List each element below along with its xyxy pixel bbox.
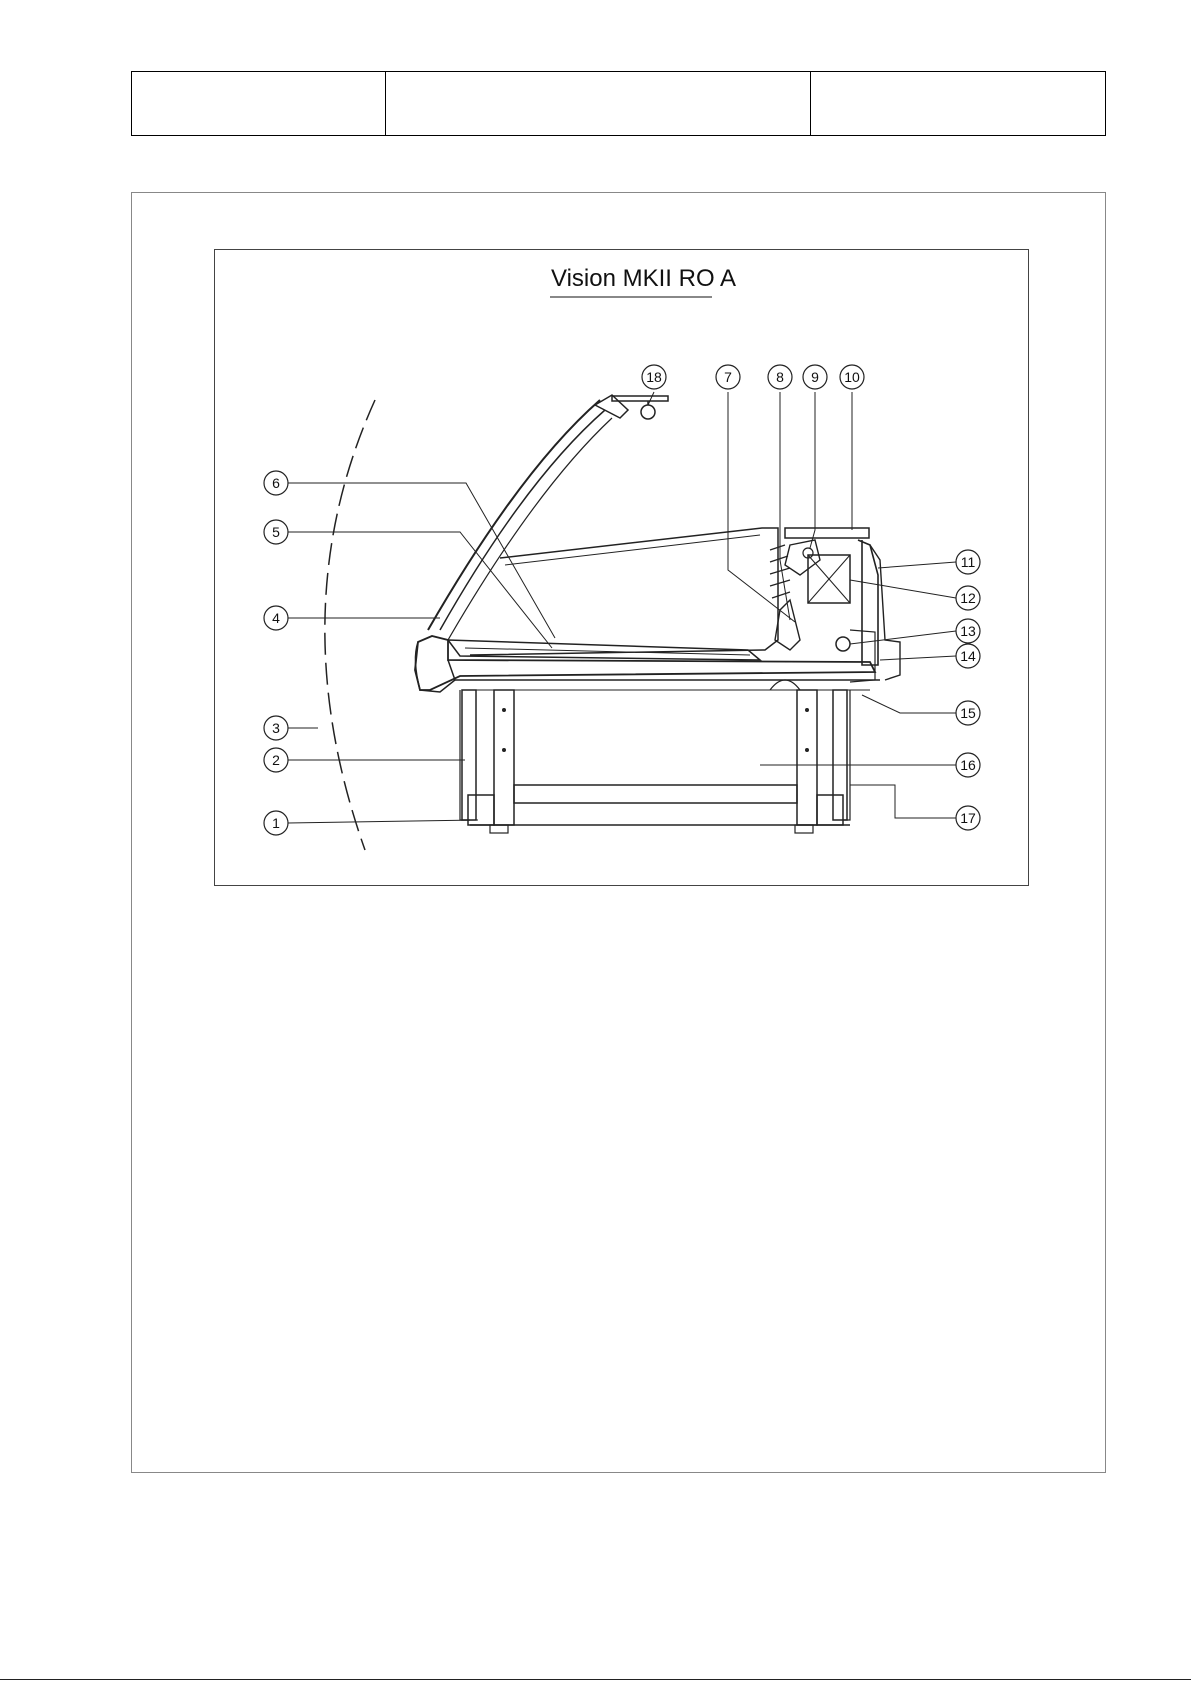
swing-radius-arc [325, 400, 375, 850]
fan-housing [785, 540, 820, 575]
callout-label-18: 18 [646, 369, 662, 385]
callout-label-15: 15 [960, 705, 976, 721]
callout-label-3: 3 [272, 720, 280, 736]
drain-bump [770, 680, 800, 690]
rear-leg-bolt-2 [805, 748, 809, 752]
rear-top-panel [470, 528, 778, 655]
page-footer-line [0, 1679, 1191, 1680]
top-bracket-roller [641, 405, 655, 419]
thermostat-knob [836, 637, 850, 651]
display-deck [448, 640, 760, 660]
callout-label-10: 10 [844, 369, 860, 385]
callout-label-16: 16 [960, 757, 976, 773]
front-foot [490, 825, 508, 833]
rear-leg-bolt-1 [805, 708, 809, 712]
callout-label-2: 2 [272, 752, 280, 768]
callout-label-8: 8 [776, 369, 784, 385]
front-nose [415, 642, 455, 692]
front-glass-mid [448, 418, 612, 640]
callout-label-11: 11 [960, 554, 976, 570]
base-tub [415, 636, 875, 690]
callout-label-7: 7 [724, 369, 732, 385]
callout-label-1: 1 [272, 815, 280, 831]
stand-crossbar [514, 785, 797, 803]
drawing-title: Vision MKII RO A [551, 265, 736, 292]
front-leg-bolt-1 [502, 708, 506, 712]
rear-top-cover [785, 528, 869, 538]
callout-label-17: 17 [960, 810, 976, 826]
callout-label-12: 12 [960, 590, 976, 606]
rear-top-panel-inner [505, 535, 760, 565]
front-leg-outer [462, 690, 476, 820]
callout-label-9: 9 [811, 369, 819, 385]
front-leg-bolt-2 [502, 748, 506, 752]
callout-label-4: 4 [272, 610, 280, 626]
front-glass-inner [440, 410, 605, 630]
top-bracket [612, 396, 668, 401]
callout-label-5: 5 [272, 524, 280, 540]
callout-label-6: 6 [272, 475, 280, 491]
callout-label-14: 14 [960, 648, 976, 664]
rear-foot [795, 825, 813, 833]
front-glass-outer [428, 400, 600, 630]
callout-label-13: 13 [960, 623, 976, 639]
rear-leg-outer [833, 690, 847, 820]
leader-lines [288, 392, 956, 823]
